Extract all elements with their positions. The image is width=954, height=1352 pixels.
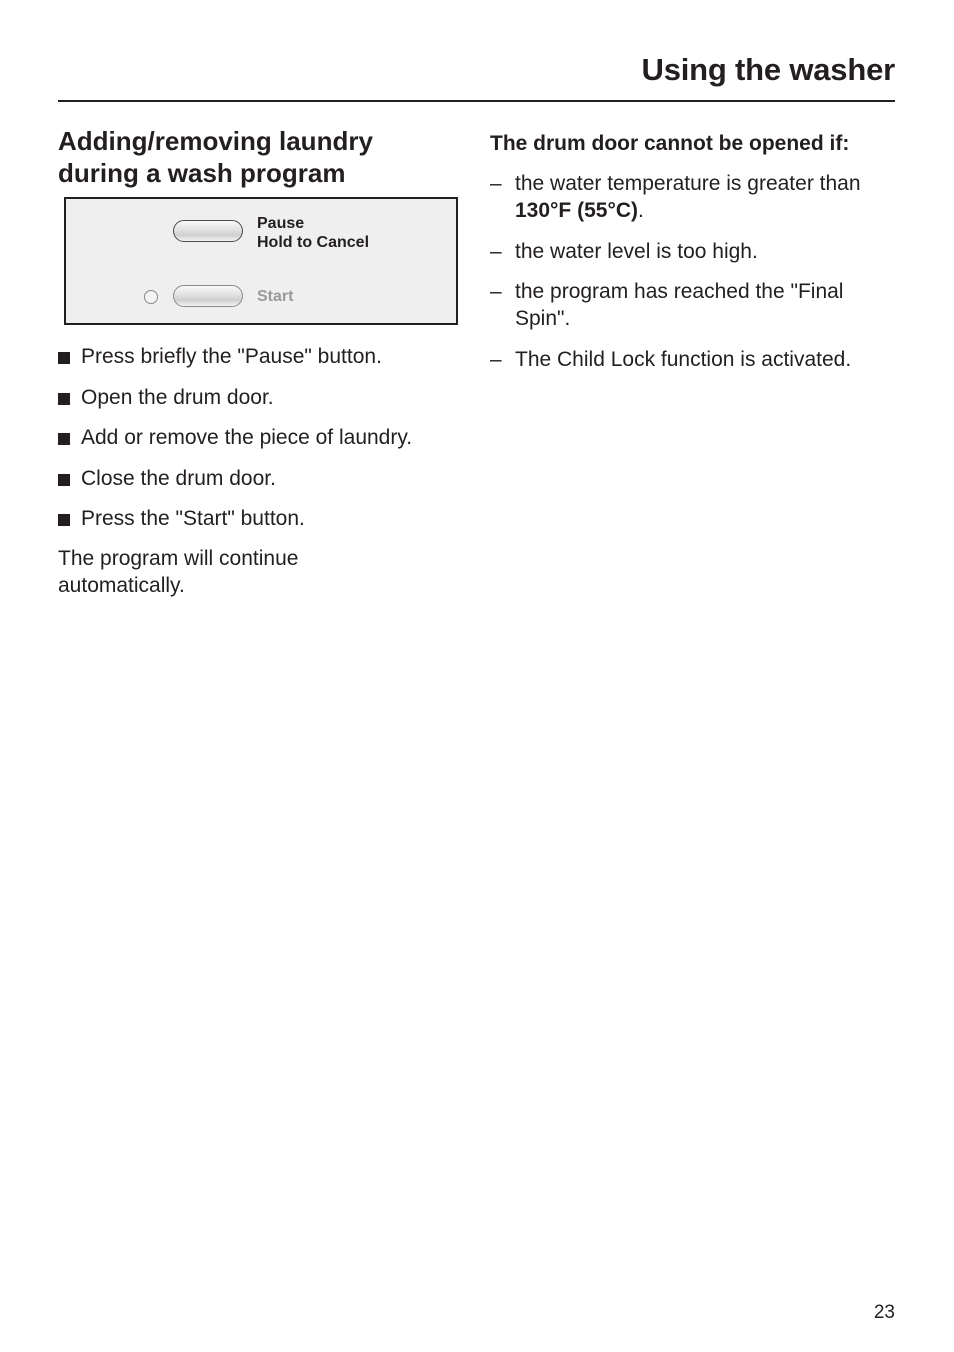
step-text: Press briefly the "Pause" button.: [81, 345, 382, 368]
step-text: Press the "Start" button.: [81, 507, 305, 530]
condition-text: The Child Lock function is activated.: [515, 347, 852, 371]
section-title-line-2: during a wash program: [58, 158, 346, 188]
condition-text: the water temperature is greater than: [515, 172, 861, 195]
temperature-value: 130°F (55°C): [515, 199, 639, 222]
step-item: [58, 505, 458, 532]
condition-text: the program has reached the "Final Spin".: [515, 280, 844, 330]
steps-list: [58, 343, 458, 546]
step-item: [58, 465, 458, 492]
section-title: [58, 125, 458, 189]
pause-button-label: [257, 214, 369, 252]
condition-text: the water level is too high.: [515, 239, 758, 263]
dash-bullet: –: [490, 239, 502, 263]
condition-item: [490, 238, 900, 265]
page-header-title: Using the washer: [641, 52, 895, 87]
start-button-label: Start: [257, 288, 294, 305]
step-item: [58, 424, 458, 451]
hold-to-cancel-label: Hold to Cancel: [257, 234, 370, 251]
control-panel-illustration: [64, 197, 458, 325]
page-number: 23: [873, 1302, 895, 1323]
start-button-illustration: [173, 285, 243, 307]
continue-note: The program will continue automatically.: [58, 547, 299, 597]
step-item: [58, 384, 458, 411]
square-bullet-icon: [58, 514, 70, 526]
square-bullet-icon: [58, 433, 70, 445]
start-indicator-light-icon: [144, 290, 158, 304]
condition-item: [490, 278, 900, 332]
door-conditions-heading: The drum door cannot be opened if:: [490, 132, 850, 155]
dash-bullet: –: [490, 280, 502, 303]
door-conditions-list: [490, 170, 900, 386]
square-bullet-icon: [58, 393, 70, 405]
pause-label: Pause: [257, 215, 305, 232]
step-text: Open the drum door.: [81, 385, 274, 409]
condition-suffix: .: [638, 199, 644, 222]
step-text: Close the drum door.: [81, 466, 276, 490]
dash-bullet: –: [490, 347, 502, 371]
header-divider: [58, 100, 895, 102]
square-bullet-icon: [58, 474, 70, 486]
square-bullet-icon: [58, 352, 70, 364]
dash-bullet: –: [490, 172, 502, 195]
step-text: Add or remove the piece of laundry.: [81, 426, 413, 449]
pause-button-illustration: [173, 220, 243, 242]
section-title-line-1: Adding/removing laundry: [58, 126, 373, 156]
condition-item: [490, 346, 900, 373]
condition-item: [490, 170, 900, 224]
step-item: [58, 343, 458, 370]
